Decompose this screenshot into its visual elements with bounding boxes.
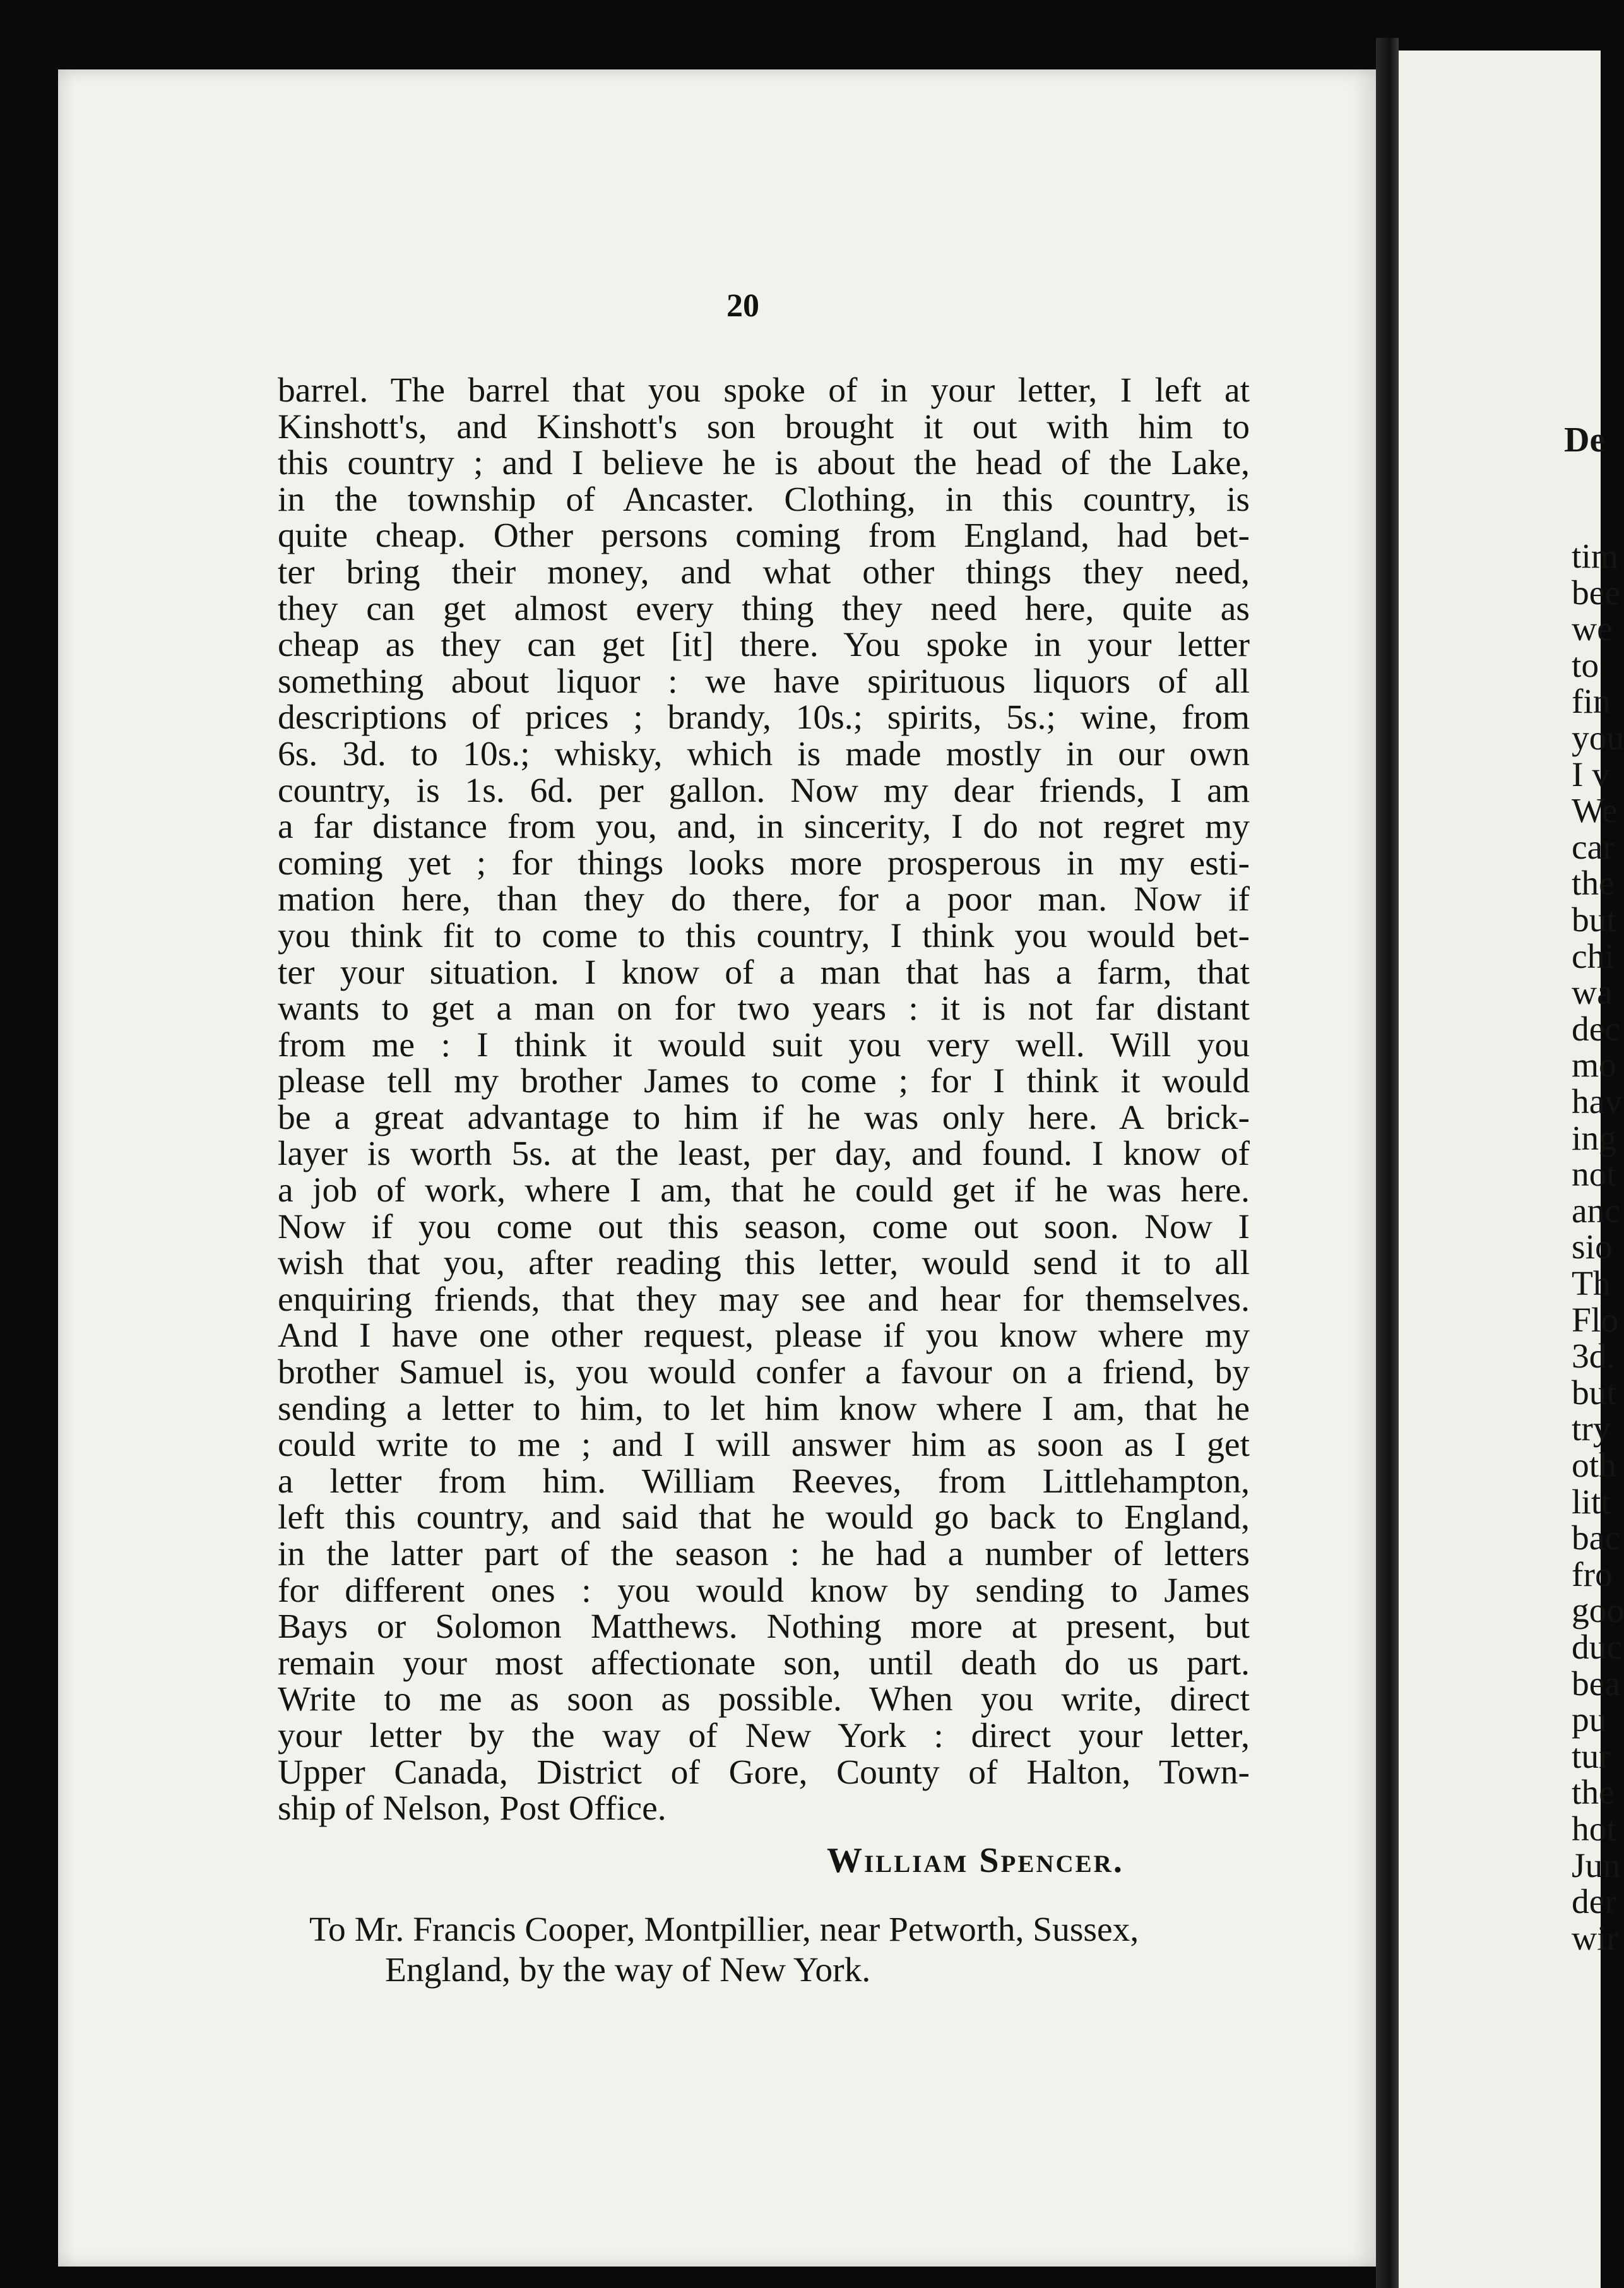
right-page-line-fragment: to (1572, 646, 1599, 685)
body-line: Bays or Solomon Matthews. Nothing more at present, but (278, 1607, 1250, 1647)
right-page-line-fragment: dec (1572, 1010, 1621, 1049)
right-page-line-fragment: Th (1572, 1265, 1611, 1303)
body-line: they can get almost every thing they need here, quite as (278, 589, 1250, 628)
body-line: a job of work, where I am, that he could get if he was here. (278, 1171, 1250, 1210)
body-line: this country ; and I believe he is about the head of the Lake, (278, 444, 1250, 483)
body-line: left this country, and said that he would go back to England, (278, 1498, 1250, 1537)
body-line: Write to me as soon as possible. When you write, direct (278, 1680, 1250, 1719)
right-page-line-fragment: hot (1572, 1810, 1616, 1849)
right-page-line-fragment: tim (1572, 537, 1619, 576)
right-page-line-fragment: fro (1572, 1555, 1613, 1594)
right-page-line-fragment: the (1572, 1773, 1615, 1813)
body-line: enquiring friends, that they may see and hear for themselves. (278, 1280, 1250, 1319)
body-line: ter your situation. I know of a man that has a farm, that (278, 953, 1250, 992)
body-line: 6s. 3d. to 10s.; whisky, which is made mostly in our own (278, 734, 1250, 773)
body-line: something about liquor : we have spirituous liquors of all (278, 662, 1250, 701)
body-line: layer is worth 5s. at the least, per day, and found. I know of (278, 1135, 1250, 1174)
right-page-line-fragment: but (1572, 1373, 1616, 1412)
right-page-line-fragment: chi (1572, 937, 1615, 976)
body-line: a letter from him. William Reeves, from Littlehampton, (278, 1462, 1250, 1501)
right-page-line-fragment: but (1572, 901, 1616, 939)
right-page-line-fragment: bee (1572, 573, 1621, 612)
right-page-line-fragment: we (1572, 610, 1613, 649)
address-line: To Mr. Francis Cooper, Montpillier, near Petworth, Sussex, (309, 1910, 1139, 1949)
right-page-line-fragment: tur (1572, 1737, 1611, 1776)
right-page-line-fragment: not (1572, 1155, 1616, 1195)
body-line: Upper Canada, District of Gore, County of Halton, Town- (278, 1753, 1250, 1792)
book-gutter (1376, 38, 1399, 2288)
right-page-line-fragment: sio (1572, 1228, 1613, 1267)
right-page-line-fragment: the (1572, 864, 1615, 903)
right-page-line-fragment: car (1572, 828, 1615, 867)
right-page-line-fragment: ing (1572, 1119, 1616, 1158)
body-line: for different ones : you would know by sending to James (278, 1571, 1250, 1610)
body-line: Now if you come out this season, come out soon. Now I (278, 1207, 1250, 1246)
body-line: wish that you, after reading this letter, would send it to all (278, 1244, 1250, 1283)
right-page-line-fragment: hav (1572, 1083, 1623, 1121)
right-page-line-fragment: bac (1572, 1519, 1621, 1558)
body-line: ship of Nelson, Post Office. (278, 1789, 667, 1828)
right-page-line-fragment: wa (1572, 974, 1613, 1013)
address-block (309, 1910, 1250, 1991)
right-page-line-fragment: mo (1572, 1046, 1616, 1085)
right-page-line-fragment: Flo (1572, 1301, 1619, 1340)
body-line: your letter by the way of New York : direct your letter, (278, 1716, 1250, 1755)
body-line: wants to get a man on for two years : it is not far distant (278, 989, 1250, 1028)
body-line: please tell my brother James to come ; for I think it would (278, 1062, 1250, 1101)
right-page-line-fragment: litt (1572, 1482, 1611, 1522)
body-line: sending a letter to him, to let him know where I am, that he (278, 1389, 1250, 1428)
right-page-line-fragment: goo (1572, 1592, 1624, 1631)
page-number: 20 (726, 288, 759, 324)
right-page-line-fragment: 3d. (1572, 1337, 1616, 1376)
signature: William Spencer. (827, 1841, 1124, 1880)
right-page-edge (1399, 51, 1601, 2288)
body-line: cheap as they can get [it] there. You spoke in your letter (278, 626, 1250, 665)
right-page-line-fragment: anc (1572, 1191, 1621, 1230)
body-line: you think fit to come to this country, I think you would bet- (278, 916, 1250, 955)
body-line: remain your most affectionate son, until death do us part. (278, 1643, 1250, 1683)
right-page-line-fragment: pu (1572, 1701, 1607, 1740)
body-line: And I have one other request, please if you know where my (278, 1316, 1250, 1356)
body-line: mation here, than they do there, for a poor man. Now if (278, 880, 1250, 919)
body-line: quite cheap. Other persons coming from England, had bet- (278, 516, 1250, 556)
body-line: a far distance from you, and, in sincerity, I do not regret my (278, 807, 1250, 847)
right-page-line-fragment: try (1572, 1410, 1611, 1449)
body-line: Kinshott's, and Kinshott's son brought it out with him to (278, 407, 1250, 446)
body-line: barrel. The barrel that you spoke of in your letter, I left at (278, 371, 1250, 410)
right-page-line-fragment: Jun (1572, 1846, 1621, 1885)
address-line: England, by the way of New York. (385, 1951, 871, 1989)
body-line: coming yet ; for things looks more prosperous in my esti- (278, 843, 1250, 883)
right-page-line-fragment: I v (1572, 755, 1610, 794)
right-page-line-fragment: bea (1572, 1664, 1621, 1703)
right-page-line-fragment: fin (1572, 682, 1611, 722)
letter-body (278, 372, 1250, 1827)
body-line: could write to me ; and I will answer him as soon as I get (278, 1426, 1250, 1465)
right-page-heading-fragment: De (1564, 420, 1606, 460)
right-page-line-fragment: you (1572, 719, 1624, 758)
body-line: in the latter part of the season : he had a number of letters (278, 1535, 1250, 1573)
right-page-line-fragment: der (1572, 1883, 1616, 1922)
body-line: brother Samuel is, you would confer a favour on a friend, by (278, 1353, 1250, 1392)
right-page-line-fragment: duc (1572, 1628, 1623, 1667)
body-line: ter bring their money, and what other things they need, (278, 552, 1250, 592)
body-line: in the township of Ancaster. Clothing, in this country, is (278, 480, 1250, 519)
right-page-line-fragment: wir (1572, 1919, 1618, 1958)
right-page-line-fragment: We (1572, 792, 1618, 831)
body-line: be a great advantage to him if he was only here. A brick- (278, 1098, 1250, 1137)
body-line: from me : I think it would suit you very well. Will you (278, 1025, 1250, 1064)
body-line: country, is 1s. 6d. per gallon. Now my dear friends, I am (278, 771, 1250, 810)
body-line: descriptions of prices ; brandy, 10s.; spirits, 5s.; wine, from (278, 698, 1250, 737)
right-page-line-fragment: oth (1572, 1446, 1616, 1485)
